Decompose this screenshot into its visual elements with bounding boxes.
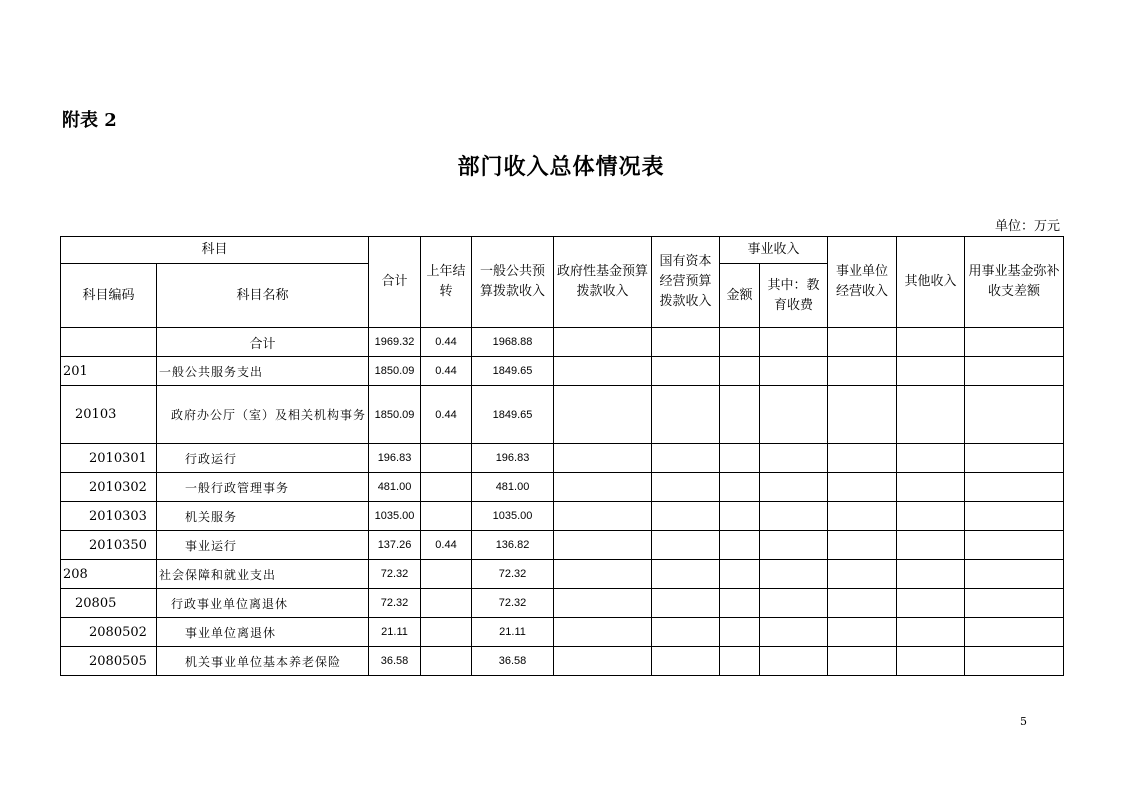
total-value: 1969.32: [369, 328, 421, 357]
table-row: [61, 444, 1064, 473]
subject-name: 社会保障和就业支出: [157, 560, 369, 589]
header-total: 合计: [369, 237, 421, 328]
general-value: 136.82: [472, 531, 554, 560]
general-value: 1849.65: [472, 386, 554, 444]
subject-name: 机关事业单位基本养老保险: [157, 647, 369, 676]
total-value: 137.26: [369, 531, 421, 560]
unit-label: 单位：万元: [994, 219, 1060, 234]
table-row: [61, 560, 1064, 589]
carryover-value: [421, 444, 472, 473]
header-amount: 金额: [720, 264, 760, 328]
general-value: 481.00: [472, 473, 554, 502]
table-row: [61, 531, 1064, 560]
carryover-value: 0.44: [421, 386, 472, 444]
attachment-label: 附表 2: [62, 110, 117, 131]
total-value: 1035.00: [369, 502, 421, 531]
header-carryover: 上年结转: [421, 237, 472, 328]
header-public-service-income: 事业收入: [720, 237, 828, 264]
table-row: [61, 589, 1064, 618]
subject-code: 2080505: [61, 647, 157, 676]
page-title: 部门收入总体情况表: [457, 154, 665, 180]
subject-code: 2080502: [61, 618, 157, 647]
header-state-capital: 国有资本经营预算拨款收入: [652, 237, 720, 328]
total-value: 36.58: [369, 647, 421, 676]
carryover-value: [421, 589, 472, 618]
header-subject: 科目: [61, 237, 369, 264]
table-row: [61, 473, 1064, 502]
general-value: 1035.00: [472, 502, 554, 531]
carryover-value: 0.44: [421, 531, 472, 560]
subject-name: 一般行政管理事务: [157, 473, 369, 502]
carryover-value: [421, 618, 472, 647]
general-value: 196.83: [472, 444, 554, 473]
subject-name: 一般公共服务支出: [157, 357, 369, 386]
header-subject-code: 科目编码: [61, 264, 157, 328]
general-value: 36.58: [472, 647, 554, 676]
table-row: [61, 357, 1064, 386]
subject-name: 事业运行: [157, 531, 369, 560]
table-row: [61, 618, 1064, 647]
general-value: 21.11: [472, 618, 554, 647]
carryover-value: 0.44: [421, 357, 472, 386]
income-table: [60, 236, 1064, 676]
subject-code: 20805: [61, 589, 157, 618]
total-value: 196.83: [369, 444, 421, 473]
header-general-budget: 一般公共预算拨款收入: [472, 237, 554, 328]
subject-name: 事业单位离退休: [157, 618, 369, 647]
carryover-value: 0.44: [421, 328, 472, 357]
general-value: 72.32: [472, 560, 554, 589]
header-operation-income: 事业单位经营收入: [828, 237, 897, 328]
table-row: [61, 647, 1064, 676]
total-value: 21.11: [369, 618, 421, 647]
carryover-value: [421, 473, 472, 502]
table-row: [61, 386, 1064, 444]
subject-code: 2010302: [61, 473, 157, 502]
header-edu-fee: 其中：教育收费: [760, 264, 828, 328]
subject-name: 行政运行: [157, 444, 369, 473]
total-value: 1850.09: [369, 357, 421, 386]
subject-code: 2010303: [61, 502, 157, 531]
total-value: 72.32: [369, 560, 421, 589]
subject-code: 2010350: [61, 531, 157, 560]
table-row-total: [61, 328, 1064, 357]
header-gov-fund: 政府性基金预算拨款收入: [554, 237, 652, 328]
header-subject-name: 科目名称: [157, 264, 369, 328]
subject-code: 208: [61, 560, 157, 589]
subject-name: 行政事业单位离退休: [157, 589, 369, 618]
page-number: 5: [1020, 715, 1027, 728]
subject-code: 2010301: [61, 444, 157, 473]
total-value: 1850.09: [369, 386, 421, 444]
subject-code: 20103: [61, 386, 157, 444]
total-label: 合计: [157, 328, 369, 357]
header-other-income: 其他收入: [897, 237, 965, 328]
carryover-value: [421, 502, 472, 531]
general-value: 72.32: [472, 589, 554, 618]
total-value: 481.00: [369, 473, 421, 502]
table-row: [61, 502, 1064, 531]
general-value: 1968.88: [472, 328, 554, 357]
subject-name: 机关服务: [157, 502, 369, 531]
subject-name: 政府办公厅（室）及相关机构事务: [157, 386, 369, 444]
carryover-value: [421, 560, 472, 589]
subject-code: 201: [61, 357, 157, 386]
carryover-value: [421, 647, 472, 676]
general-value: 1849.65: [472, 357, 554, 386]
header-fund-supplement: 用事业基金弥补收支差额: [965, 237, 1064, 328]
total-value: 72.32: [369, 589, 421, 618]
